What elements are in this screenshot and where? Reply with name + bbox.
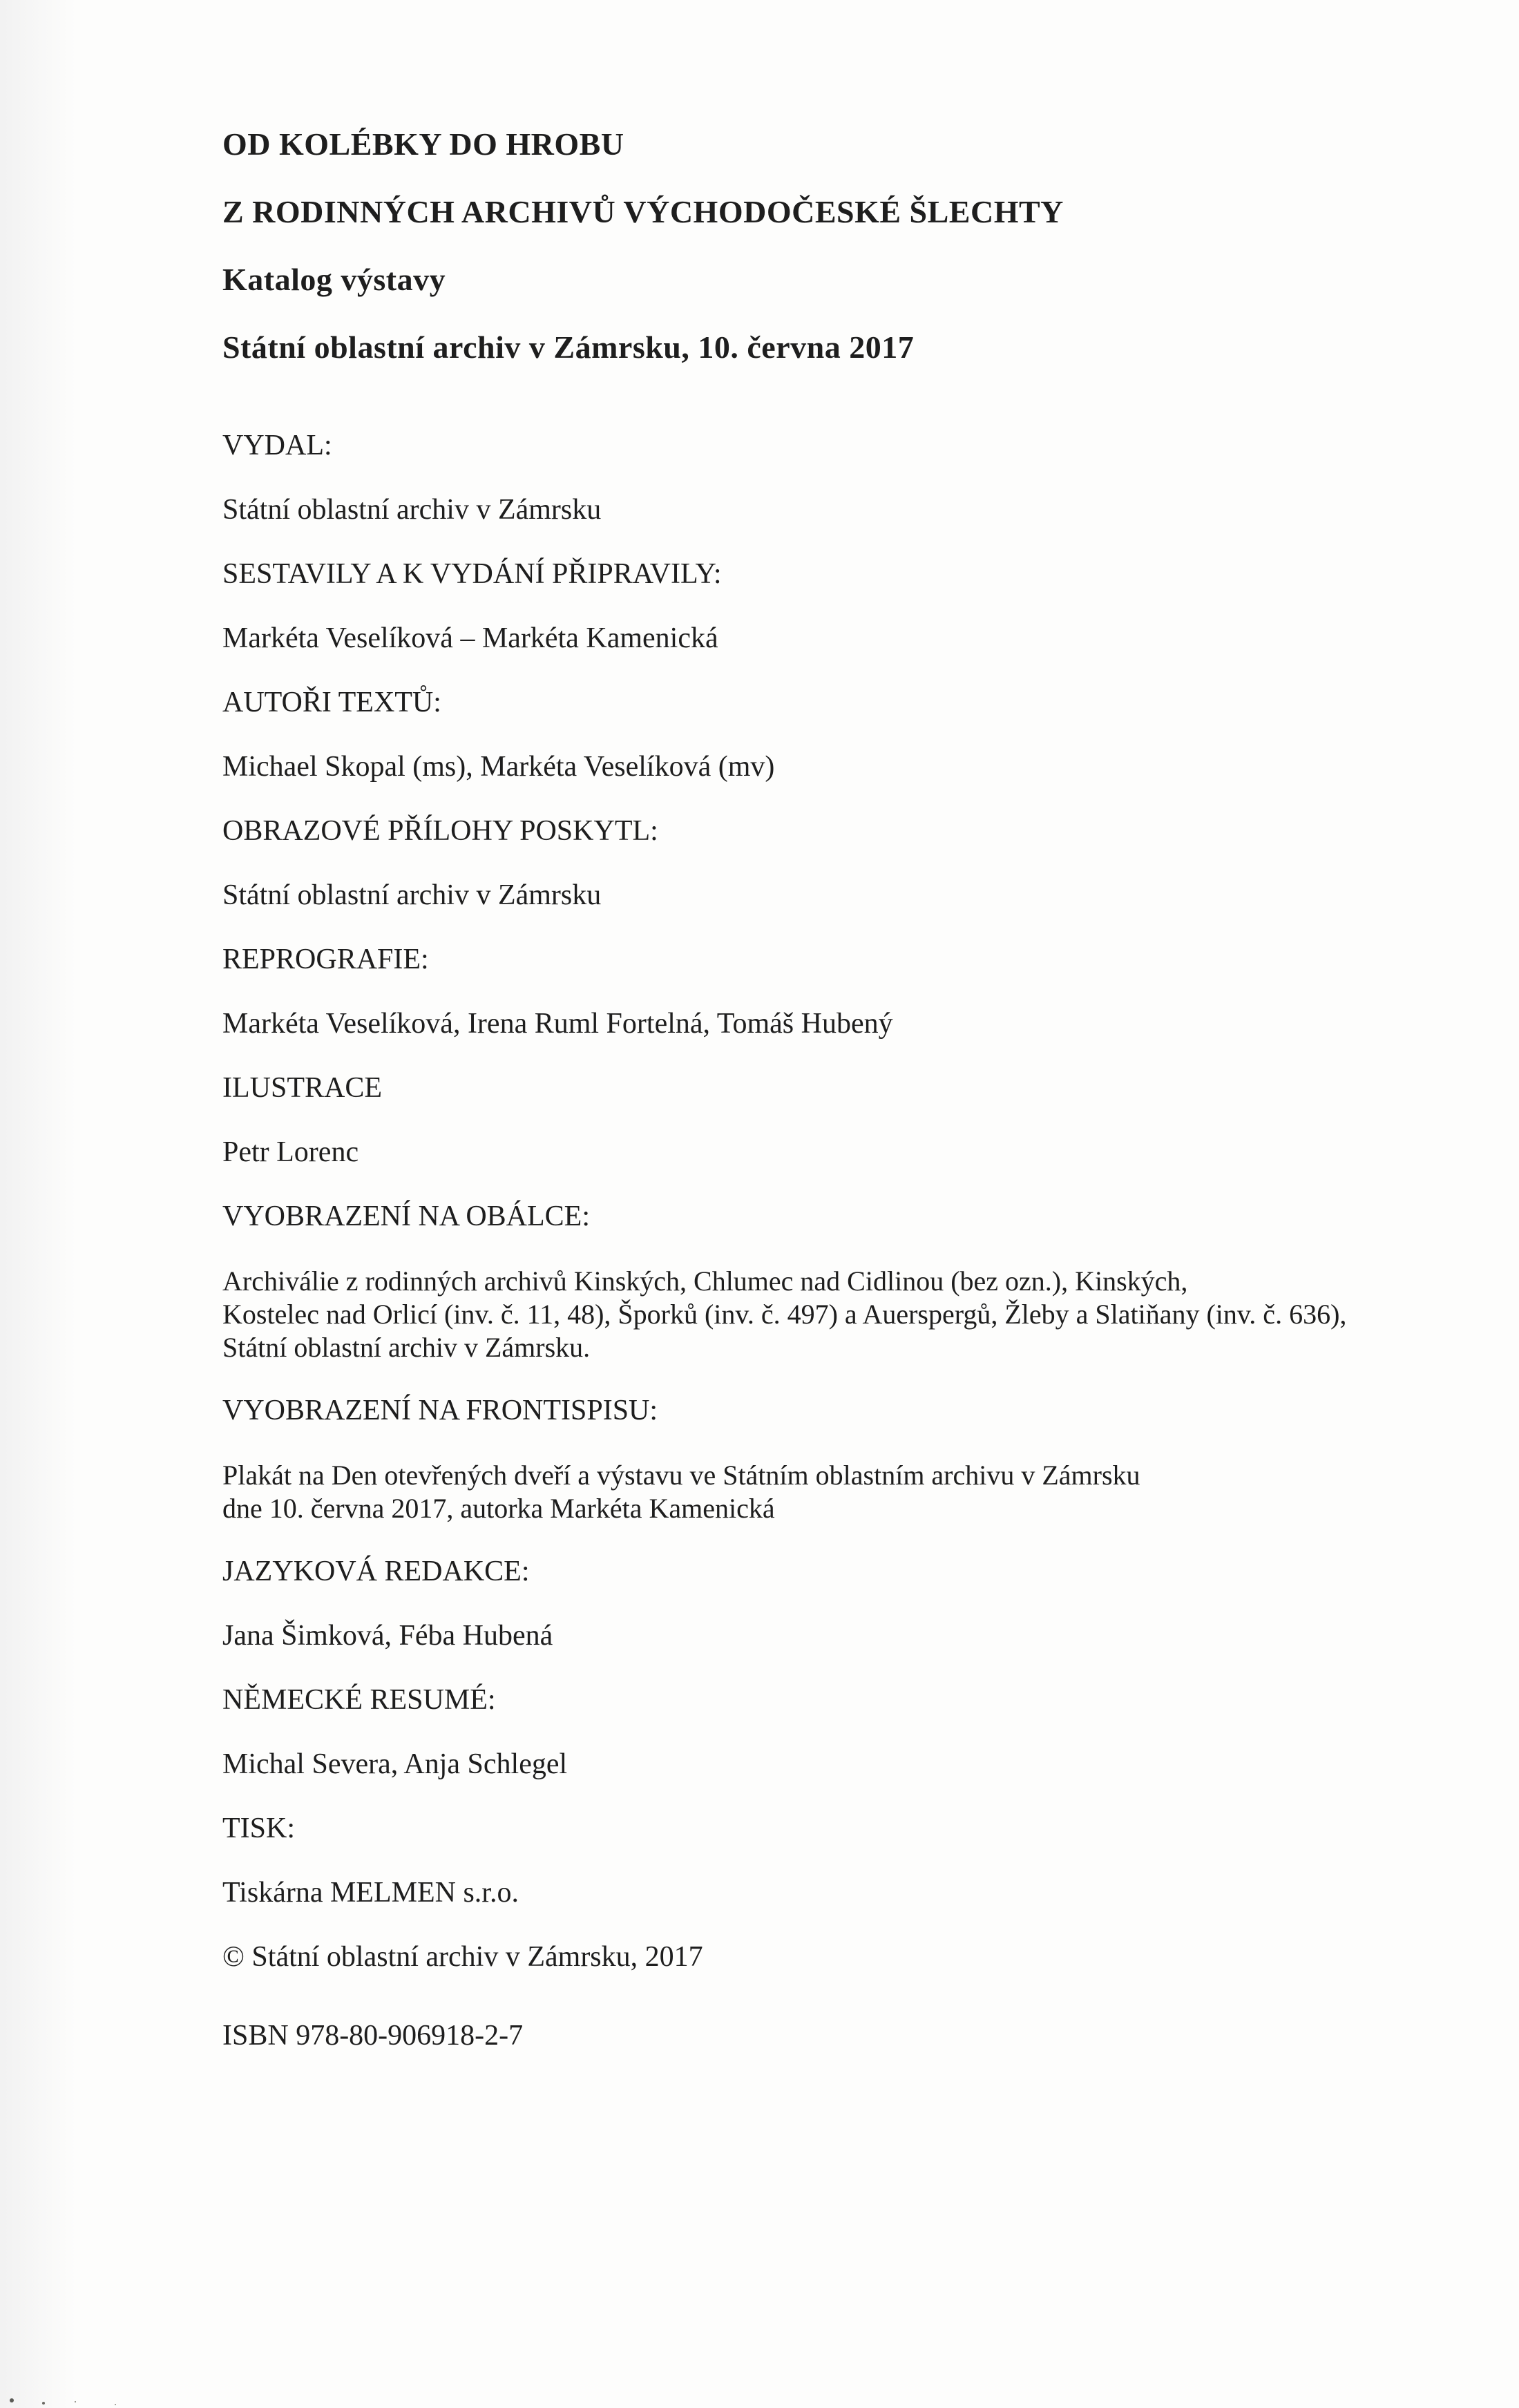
reprography-label: REPROGRAFIE:	[222, 944, 429, 975]
frontispiece-note-paragraph	[222, 1459, 1369, 1525]
cover-note-paragraph	[222, 1265, 1369, 1364]
editors-value: Markéta Veselíková – Markéta Kamenická	[222, 622, 718, 654]
text-authors-value: Michael Skopal (ms), Markéta Veselíková (mv)	[222, 751, 775, 783]
print-value: Tiskárna MELMEN s.r.o.	[222, 1877, 519, 1909]
event-venue-date: Státní oblastní archiv v Zámrsku, 10. června 2017	[222, 329, 915, 365]
illustrations-value: Petr Lorenc	[222, 1136, 359, 1168]
editors-label: SESTAVILY A K VYDÁNÍ PŘIPRAVILY:	[222, 558, 722, 590]
german-summary-value: Michal Severa, Anja Schlegel	[222, 1748, 568, 1780]
print-label: TISK:	[222, 1813, 295, 1844]
reprography-value: Markéta Veselíková, Irena Ruml Fortelná, Tomáš Hubený	[222, 1008, 893, 1040]
cover-note-line: Archiválie z rodinných archivů Kinských, Chlumec nad Cidlinou (bez ozn.), Kinských,	[222, 1265, 1188, 1297]
language-editing-label: JAZYKOVÁ REDAKCE:	[222, 1556, 530, 1587]
image-supplier-value: Státní oblastní archiv v Zámrsku	[222, 879, 602, 911]
book-title: OD KOLÉBKY DO HROBU	[222, 126, 624, 162]
page-content	[222, 128, 1369, 2084]
illustrations-label: ILUSTRACE	[222, 1072, 382, 1104]
isbn-line: ISBN 978-80-906918-2-7	[222, 2020, 524, 2052]
language-editing-value: Jana Šimková, Féba Hubená	[222, 1620, 553, 1652]
frontispiece-note-label: VYOBRAZENÍ NA FRONTISPISU:	[222, 1395, 658, 1426]
cover-note-label: VYOBRAZENÍ NA OBÁLCE:	[222, 1201, 590, 1232]
frontispiece-note-line: dne 10. června 2017, autorka Markéta Kamenická	[222, 1493, 775, 1524]
image-supplier-label: OBRAZOVÉ PŘÍLOHY POSKYTL:	[222, 815, 658, 847]
book-subtitle: Z RODINNÝCH ARCHIVŮ VÝCHODOČESKÉ ŠLECHTY	[222, 194, 1064, 229]
copyright-line: © Státní oblastní archiv v Zámrsku, 2017	[222, 1941, 703, 1973]
publisher-label: VYDAL:	[222, 430, 332, 461]
cover-note-line: Kostelec nad Orlicí (inv. č. 11, 48), Šporků (inv. č. 497) a Auerspergů, Žleby a Slatiňany (inv. č. 636),	[222, 1299, 1347, 1330]
cover-note-line: Státní oblastní archiv v Zámrsku.	[222, 1332, 591, 1363]
publisher-value: Státní oblastní archiv v Zámrsku	[222, 494, 602, 526]
catalog-designation: Katalog výstavy	[222, 262, 446, 297]
text-authors-label: AUTOŘI TEXTŮ:	[222, 687, 441, 718]
frontispiece-note-line: Plakát na Den otevřených dveří a výstavu ve Státním oblastním archivu v Zámrsku	[222, 1460, 1140, 1491]
german-summary-label: NĚMECKÉ RESUMÉ:	[222, 1684, 496, 1716]
title-block	[222, 128, 1369, 363]
